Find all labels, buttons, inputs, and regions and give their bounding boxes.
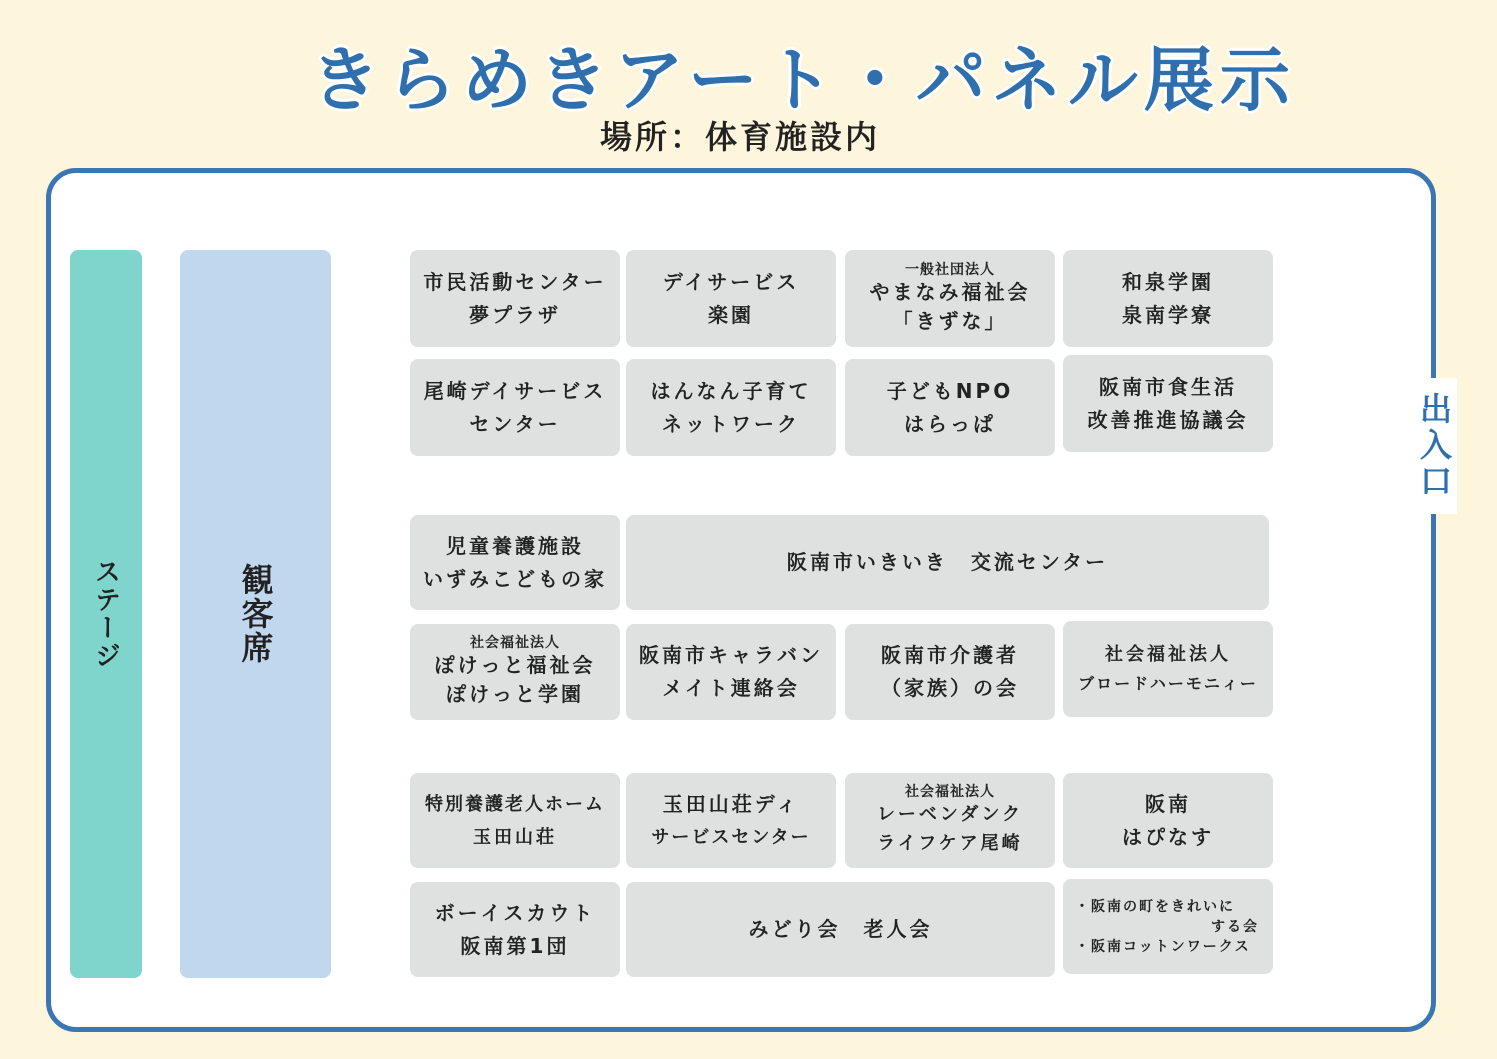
booth-line: 児童養護施設 (446, 533, 584, 558)
booth-line: ボーイスカウト (434, 900, 596, 925)
location-subtitle: 場所：体育施設内 (600, 118, 881, 156)
booth-line: ・阪南コットンワークス (1075, 938, 1251, 955)
booth-line: 阪南 (1145, 791, 1191, 816)
booth-line: メイト連絡会 (662, 676, 800, 700)
booth-line: サービスセンター (651, 826, 811, 848)
stage-label: ステージ (90, 558, 121, 670)
booth-line: はぴなす (1122, 824, 1214, 849)
booth-line: 子どもNPO (886, 378, 1014, 403)
booth-boy-scout (410, 882, 620, 977)
booth-line: 夢プラザ (469, 302, 561, 327)
booth-line: 阪南市食生活 (1099, 374, 1237, 399)
booth-hannan-kirei-cotton (1063, 879, 1273, 974)
booth-pocket-fukushikai (410, 624, 620, 720)
booth-line: ぽけっと学園 (446, 682, 584, 706)
booth-tamadasanso-day-service (626, 773, 836, 868)
booth-line: デイサービス (662, 269, 800, 294)
stage-area (70, 250, 142, 978)
booth-line: やまなみ福祉会 (869, 279, 1031, 304)
booth-shimin-katsudo-center (410, 250, 620, 347)
booth-line: 「きずな」 (892, 308, 1008, 333)
booth-line: レーベンダンク (876, 803, 1024, 825)
booth-line: 楽園 (708, 302, 754, 327)
page-title: きらめきアート・パネル展示 (310, 39, 1296, 121)
booth-line: 阪南市いきいき 交流センター (786, 550, 1109, 574)
booth-line: ・阪南の町をきれいに (1075, 898, 1235, 915)
booth-small-line: 一般社団法人 (905, 261, 995, 278)
booth-line: はらっぱ (904, 411, 996, 436)
booth-hannan-kosodate-network (626, 359, 836, 456)
booth-broad-harmony (1063, 621, 1273, 717)
booth-line: 阪南市介護者 (881, 643, 1019, 667)
booth-line: 社会福祉法人 (1105, 644, 1231, 665)
booth-line: 市民活動センター (423, 269, 607, 294)
booth-line: （家族）の会 (881, 676, 1019, 700)
booth-line: ネットワーク (662, 411, 800, 436)
booth-izumi-gakuen (1063, 250, 1273, 347)
booth-hannan-hapinasu (1063, 773, 1273, 868)
booth-ozaki-day-service (410, 359, 620, 456)
booth-line: 和泉学園 (1122, 269, 1214, 294)
entrance (1411, 378, 1457, 514)
booth-line: いずみこどもの家 (423, 566, 607, 591)
booth-hannan-shokuseikatsu (1063, 355, 1273, 452)
booth-hannan-ikiiki-koryu-center (626, 515, 1269, 610)
booth-line: ブロードハーモニィー (1078, 674, 1258, 693)
booth-line: 改善推進協議会 (1087, 407, 1249, 432)
booth-line: 阪南市キャラバン (639, 643, 823, 667)
booth-small-line: 社会福祉法人 (470, 635, 560, 651)
booth-lebendank-lifecare (845, 773, 1055, 868)
booth-line: 阪南第1団 (460, 933, 570, 958)
booth-kodomo-npo-harappa (845, 359, 1055, 456)
booth-caravan-mate (626, 624, 836, 720)
booth-line: 玉田山荘ディ (662, 791, 800, 816)
booth-line: はんなん子育て (650, 378, 812, 403)
entrance-label: 出入口 (1415, 392, 1453, 500)
booth-line: 尾崎デイサービス (423, 378, 607, 403)
booth-small-line: 社会福祉法人 (905, 783, 995, 800)
booth-line: 特別養護老人ホーム (425, 793, 605, 815)
booth-line: する会 (1211, 918, 1259, 935)
booth-line: みどり会 老人会 (748, 917, 933, 941)
seats-label: 観客席 (236, 563, 275, 665)
booth-line: ぽけっと福祉会 (434, 653, 596, 677)
booth-kaigosha-kazoku-no-kai (845, 624, 1055, 720)
booth-midori-kai (626, 882, 1055, 977)
booth-line: センター (469, 411, 561, 436)
booth-line: 泉南学寮 (1122, 302, 1214, 327)
booth-line: ライフケア尾崎 (877, 832, 1023, 854)
booth-yamanami-fukushikai (845, 250, 1055, 347)
booth-day-service-rakuen (626, 250, 836, 347)
booth-tamadasanso-home (410, 773, 620, 868)
booth-line: 玉田山荘 (473, 826, 557, 848)
audience-seats-area (180, 250, 331, 978)
booth-izumi-kodomo-no-ie (410, 515, 620, 610)
